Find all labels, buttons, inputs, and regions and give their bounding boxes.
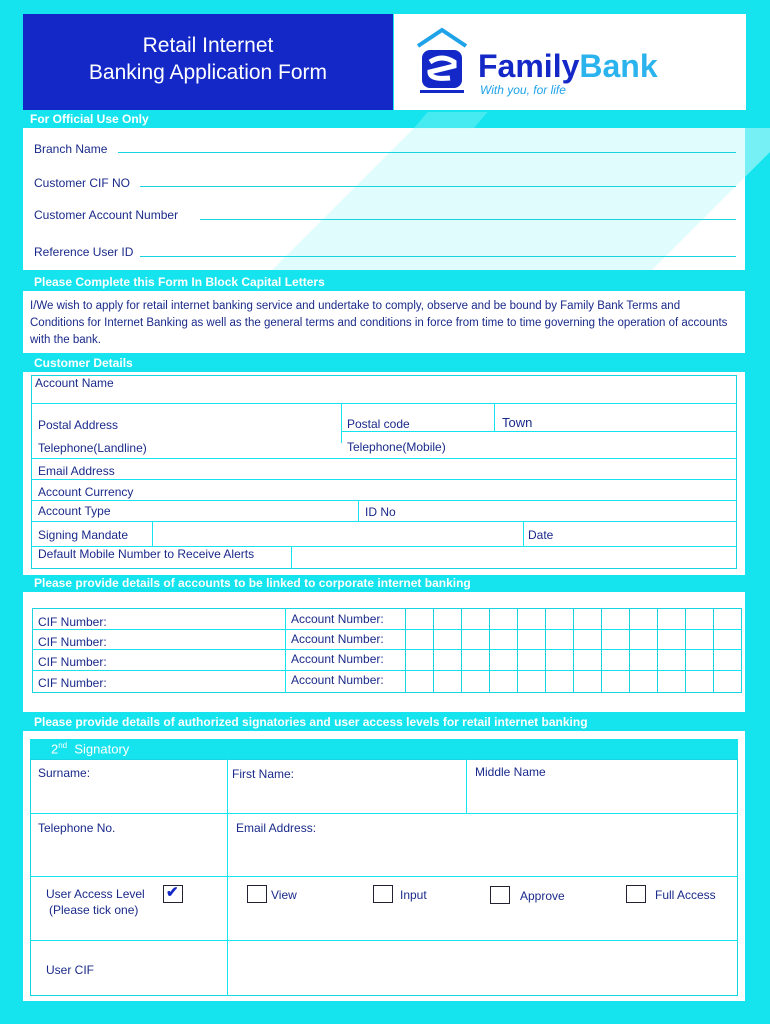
tel-mobile-label: Telephone(Mobile)	[347, 440, 446, 454]
alerts-label: Default Mobile Number to Receive Alerts	[38, 547, 255, 561]
account-digit-box[interactable]	[713, 608, 741, 693]
linked-cif-label: CIF Number:	[38, 615, 107, 629]
linked-account-label: Account Number:	[291, 673, 384, 687]
customer-table	[31, 375, 737, 569]
postal-address-label: Postal Address	[38, 418, 119, 432]
official-section-title: For Official Use Only	[30, 112, 149, 126]
linked-cif-label: CIF Number:	[38, 635, 107, 649]
input-label: Input	[400, 888, 427, 902]
linked-account-label: Account Number:	[291, 612, 384, 626]
linked-accounts-panel	[23, 592, 745, 712]
account-digit-box[interactable]	[685, 608, 713, 693]
view-label: View	[271, 888, 297, 902]
telephone-label: Telephone No.	[38, 821, 116, 835]
account-name-label: Account Name	[35, 376, 114, 390]
form-title-line1: Retail Internet	[142, 34, 274, 57]
approve-label: Approve	[520, 889, 565, 903]
account-digit-box[interactable]	[601, 608, 629, 693]
reference-user-label: Reference User ID	[34, 245, 134, 259]
tel-landline-label: Telephone(Landline)	[38, 441, 147, 455]
linked-accounts-title: Please provide details of accounts to be linked to corporate internet banking	[34, 576, 471, 590]
account-digit-box[interactable]	[657, 608, 685, 693]
declaration-text: I/We wish to apply for retail internet banking service and undertake to comply, observe and be bound by Family Bank Terms and Conditions for Internet Banking as well as the general terms and conditions in force from time to time governing the operation of accounts with the bank.	[30, 300, 728, 346]
linked-cif-label: CIF Number:	[38, 676, 107, 690]
brand-bank: Bank	[579, 48, 658, 84]
user-cif-label: User CIF	[46, 963, 94, 977]
signatory-heading: 2nd Signatory	[51, 741, 130, 757]
tagline: With you, for life	[480, 83, 566, 97]
checkmark-icon: ✔	[166, 884, 179, 901]
account-digit-box[interactable]	[545, 608, 573, 693]
account-digit-box[interactable]	[629, 608, 657, 693]
account-digit-box[interactable]	[573, 608, 601, 693]
customer-details-panel	[23, 372, 745, 575]
form-title-block	[23, 14, 393, 110]
access-level-hint: (Please tick one)	[49, 903, 139, 917]
bank-logo	[394, 14, 746, 110]
linked-account-label: Account Number:	[291, 632, 384, 646]
view-checkbox[interactable]	[247, 885, 267, 903]
account-digit-box[interactable]	[489, 608, 517, 693]
first-name-label: First Name:	[232, 767, 295, 781]
house-logo-icon	[414, 26, 470, 98]
official-panel	[23, 128, 745, 270]
form-title-line2: Banking Application Form	[88, 61, 328, 84]
branch-name-field[interactable]	[118, 152, 736, 153]
customer-cif-label: Customer CIF NO	[34, 176, 131, 190]
account-digit-box[interactable]	[433, 608, 461, 693]
signatory-table	[30, 759, 738, 996]
email-label: Email Address	[38, 464, 115, 478]
signatory-email-label: Email Address:	[236, 821, 317, 835]
full-access-checkbox[interactable]	[626, 885, 646, 903]
declaration-panel	[23, 291, 745, 353]
signing-mandate-label: Signing Mandate	[38, 528, 129, 542]
signatories-title: Please provide details of authorized signatories and user access levels for retail internet banking	[34, 715, 588, 729]
brand-family: Family	[478, 48, 580, 84]
account-currency-label: Account Currency	[38, 485, 134, 499]
approve-checkbox[interactable]	[490, 886, 510, 904]
town-label: Town	[502, 415, 533, 430]
linked-account-label: Account Number:	[291, 652, 384, 666]
customer-cif-field[interactable]	[140, 186, 736, 187]
input-checkbox[interactable]	[373, 885, 393, 903]
surname-label: Surname:	[38, 766, 91, 780]
account-type-label: Account Type	[38, 504, 111, 518]
customer-account-field[interactable]	[200, 219, 736, 220]
customer-details-title: Customer Details	[34, 356, 133, 370]
block-caps-title: Please Complete this Form In Block Capital Letters	[34, 275, 325, 289]
reference-user-field[interactable]	[140, 256, 736, 257]
branch-name-label: Branch Name	[34, 142, 108, 156]
middle-name-label: Middle Name	[475, 765, 546, 779]
account-digit-box[interactable]	[517, 608, 545, 693]
access-level-checkbox[interactable]	[163, 885, 183, 903]
signatory-header-bar	[30, 739, 738, 759]
customer-account-label: Customer Account Number	[34, 208, 179, 222]
account-digit-box[interactable]	[405, 608, 433, 693]
account-digit-box[interactable]	[461, 608, 489, 693]
signatory-panel	[23, 731, 745, 1001]
postal-code-label: Postal code	[347, 417, 410, 431]
linked-cif-label: CIF Number:	[38, 655, 107, 669]
id-no-label: ID No	[365, 505, 396, 519]
access-level-label: User Access Level	[46, 887, 145, 901]
date-label: Date	[528, 528, 554, 542]
full-access-label: Full Access	[655, 888, 716, 902]
